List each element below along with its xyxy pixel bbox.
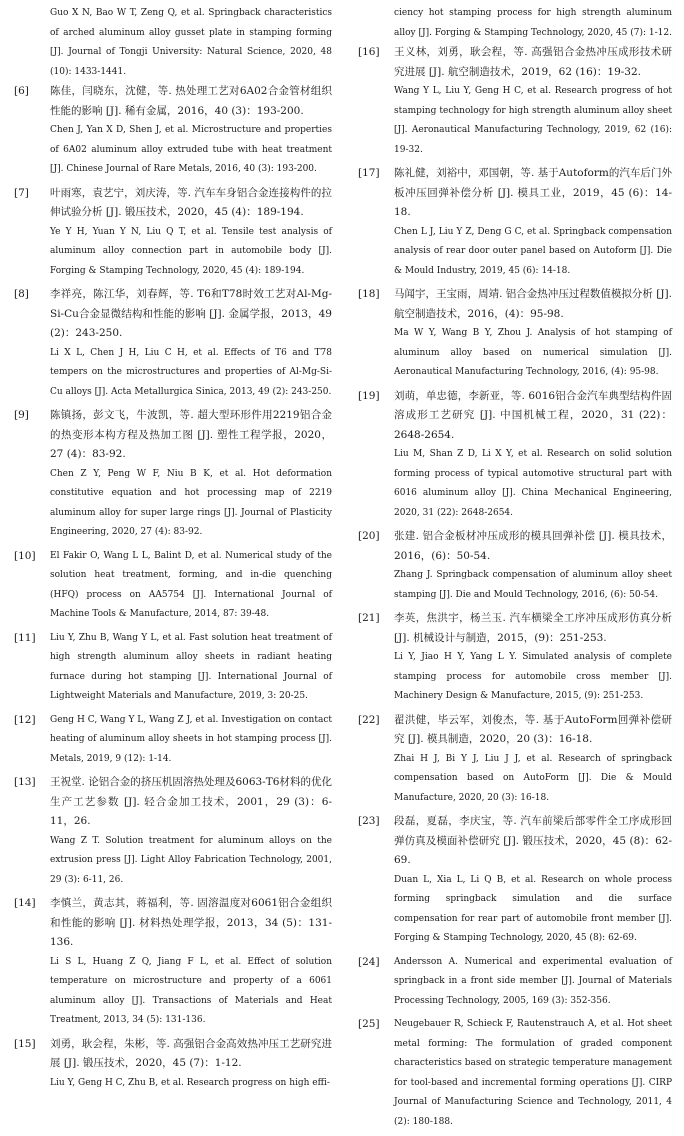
reference-number: [14] (14, 897, 36, 909)
reference-chinese-text: 段磊，夏磊，李庆宝，等. 汽车前梁后部零件全工序成形回弹仿真及模面补偿研究 [J]. 锻压技术，2020，45 (8)：62-69. (394, 815, 672, 866)
reference-item (14, 406, 332, 543)
reference-number: [24] (358, 955, 380, 968)
reference-chinese-text: 李祥亮，陈江华，刘春辉，等. T6和T78时效工艺对Al-Mg-Si-Cu合金显微结构和性能的影响 [J]. 金属学报，2013，49 (2)：243-250. (50, 288, 332, 339)
reference-english-text: Li Y, Jiao H Y, Yang L Y. Simulated analysis of complete stamping process for automobile cross member [J]. Machinery Design & Manufacture, 2015, (9): 251-253. (394, 652, 672, 701)
reference-number: [17] (358, 167, 380, 179)
reference-item (358, 387, 672, 524)
reference-english-text: Liu Y, Geng H C, Zhu B, et al. Research progress on high effi- (50, 1077, 330, 1088)
reference-chinese-text: 李慎兰，黄志其，蒋福利，等. 固溶温度对6061铝合金组织和性能的影响 [J]. 材料热处理学报，2013，34 (5)：131-136. (50, 897, 332, 948)
reference-number: [13] (14, 776, 36, 788)
reference-english-text: Ye Y H, Yuan Y N, Liu Q T, et al. Tensile test analysis of aluminum alloy connection part in automobile body [J]. Forging & Stamping Technology, 2020, 45 (4): 189-194. (50, 226, 332, 276)
reference-continuation: Guo X N, Bao W T, Zeng Q, et al. Springback characteristics of arched aluminum alloy gusset plate in stamping forming [J]. Journal of Tongji University: Natural Science, 2020, 48 (10): 1433-1441. (50, 8, 332, 77)
reference-body (394, 711, 672, 809)
reference-item (358, 1015, 672, 1132)
reference-number: [21] (358, 612, 380, 624)
reference-english-text: Zhang J. Springback compensation of aluminum alloy sheet stamping [J]. Die and Mould Technology, 2016, (6): 50-54. (394, 570, 672, 600)
reference-english-text: Andersson A. Numerical and experimental evaluation of springback in a front side member [J]. Journal of Materials Processing Technology, 2005, 169 (3): 352-356. (394, 956, 672, 1006)
reference-item (14, 894, 332, 1031)
reference-chinese-text: 陈镇扬，彭文飞，牛波凯，等. 超大型环形件用2219铝合金的热变形本构方程及热加工图 [J]. 塑性工程学报，2020，27 (4)：83-92. (50, 409, 332, 460)
reference-chinese-text: 张建. 铝合金板材冲压成形的模具回弹补偿 [J]. 模具技术，2016，(6)：50-54. (394, 530, 672, 562)
reference-item (358, 164, 672, 281)
reference-body (394, 812, 672, 949)
reference-item (14, 711, 332, 770)
reference-item (358, 953, 672, 1012)
reference-body (394, 1015, 672, 1132)
reference-continuation: ciency hot stamping process for high strength aluminum alloy [J]. Forging & Stamping Technology, 2020, 45 (7): 1-12. (394, 8, 672, 38)
reference-body (394, 285, 672, 383)
reference-english-text: Liu Y, Zhu B, Wang Y L, et al. Fast solution heat treatment of high strength aluminum alloy sheets in radiant heating furnace during hot stamping [J]. International Journal of Lightweight Materials and Manufacture, 2019, 3: 20-25. (50, 632, 332, 701)
reference-item (358, 285, 672, 383)
reference-body (394, 164, 672, 281)
reference-chinese-text: 叶雨寒，袁艺宁，刘庆涛，等. 汽车车身铝合金连接构件的拉伸试验分析 [J]. 锻压技术，2020，45 (4)：189-194. (50, 186, 332, 218)
reference-english-text: Neugebauer R, Schieck F, Rautenstrauch A, et al. Hot sheet metal forming: The formulation of graded component characteristics based on strategic temperature management for tool-based and incremental forming operations [J]. CIRP Journal of Manufacturing Science and Technology, 2011, 4 (2): 180-188. (394, 1019, 672, 1127)
reference-body (394, 609, 672, 707)
reference-english-text: Liu M, Shan Z D, Li X Y, et al. Research on solid solution forming process of typical automotive structural part with 6016 aluminum alloy [J]. China Mechanical Engineering, 2020, 31 (22): 2648-2654. (394, 449, 672, 518)
reference-english-text: Chen Z Y, Peng W F, Niu B K, et al. Hot deformation constitutive equation and hot processing map of 2219 aluminum alloy for super large rings [J]. Journal of Plasticity Engineering, 2020, 27 (4): 83-92. (50, 468, 332, 537)
reference-number: [12] (14, 713, 36, 726)
reference-english-text: Duan L, Xia L, Li Q B, et al. Research on whole process forming springback simulation and die surface compensation for rear part of automobile front member [J]. Forging & Stamping Technology, 2020, 45 (8): 62-69. (394, 874, 672, 943)
reference-body (50, 773, 332, 890)
reference-item (14, 285, 332, 402)
reference-item (358, 43, 672, 160)
reference-chinese-text: 王祝堂. 论铝合金的挤压机固溶热处理及6063-T6材料的优化生产工艺参数 [J]. 轻合金加工技术，2001，29 (3)：6-11，26. (50, 776, 332, 827)
reference-number: [19] (358, 389, 380, 402)
reference-number: [22] (358, 713, 380, 726)
reference-body (50, 629, 332, 707)
reference-number: [7] (14, 186, 29, 199)
reference-english-text: El Fakir O, Wang L L, Balint D, et al. Numerical study of the solution heat treatment, forming, and in-die quenching (HFQ) process on AA5754 [J]. International Journal of Machine Tools & Manufacture, 2014, 87: 39-48. (50, 550, 332, 619)
reference-item (358, 609, 672, 707)
reference-chinese-text: 李英，焦洪宇，杨兰玉. 汽车横梁全工序冲压成形仿真分析 [J]. 机械设计与制造，2015，(9)：251-253. (394, 612, 672, 644)
reference-body (50, 285, 332, 402)
reference-number: [6] (14, 85, 29, 97)
reference-english-text: Chen J, Yan X D, Shen J, et al. Microstructure and properties of 6A02 aluminum alloy extruded tube with heat treatment [J]. Chinese Journal of Rare Metals, 2016, 40 (3): 193-200. (50, 125, 332, 174)
reference-body (50, 711, 332, 770)
reference-number: [16] (358, 46, 380, 58)
reference-body (50, 894, 332, 1031)
reference-number: [20] (358, 530, 380, 542)
reference-number: [18] (358, 288, 380, 300)
reference-english-text: Geng H C, Wang Y L, Wang Z J, et al. Investigation on contact heating of aluminum alloy sheets in hot stamping process [J]. Metals, 2019, 9 (12): 1-14. (50, 714, 332, 764)
reference-chinese-text: 刘勇，耿会程，朱彬，等. 高强铝合金高效热冲压工艺研究进展 [J]. 锻压技术，2020，45 (7)：1-12. (50, 1037, 332, 1069)
reference-item (14, 773, 332, 890)
reference-body (50, 547, 332, 625)
reference-item (358, 711, 672, 809)
reference-english-text: Ma W Y, Wang B Y, Zhou J. Analysis of hot stamping of aluminum alloy based on numerical simulation [J]. Aeronautical Manufacturing Technology, 2016, (4): 95-98. (394, 328, 672, 377)
reference-chinese-text: 陈佳，闫晓东，沈健，等. 热处理工艺对6A02合金管材组织性能的影响 [J]. 稀有金属，2016，40 (3)：193-200. (50, 85, 332, 117)
reference-number: [15] (14, 1037, 36, 1050)
reference-chinese-text: 王义林，刘勇，耿会程，等. 高强铝合金热冲压成形技术研究进展 [J]. 航空制造技术，2019，62 (16)：19-32. (394, 46, 672, 78)
reference-chinese-text: 陈礼健，刘裕中，邓国朝，等. 基于Autoform的汽车后门外板冲压回弹补偿分析 [J]. 模具工业，2019，45 (6)：14-18. (394, 167, 672, 218)
reference-item (14, 184, 332, 282)
reference-body (50, 1035, 332, 1094)
reference-number: [8] (14, 288, 29, 300)
reference-number: [10] (14, 549, 36, 562)
reference-english-text: Li X L, Chen J H, Liu C H, et al. Effects of T6 and T78 tempers on the microstructures and properties of Al-Mg-Si-Cu alloys [J]. Acta Metallurgica Sinica, 2013, 49 (2): 243-250. (50, 347, 332, 397)
reference-chinese-text: 马闻宇，王宝雨，周靖. 铝合金热冲压过程数值模拟分析 [J]. 航空制造技术，2016，(4)：95-98. (394, 288, 672, 320)
reference-item (358, 812, 672, 949)
reference-english-text: Chen L J, Liu Y Z, Deng G C, et al. Springback compensation analysis of rear door outer panel based on Autoform [J]. Die & Mould Industry, 2019, 45 (6): 14-18. (394, 226, 672, 276)
reference-column-right (358, 4, 672, 1136)
reference-body (50, 406, 332, 543)
reference-column-left (14, 4, 332, 1097)
reference-item (14, 82, 332, 180)
reference-body (50, 82, 332, 180)
reference-body (394, 527, 672, 605)
reference-body (394, 387, 672, 524)
reference-item (14, 547, 332, 625)
reference-body (50, 184, 332, 282)
reference-english-text: Wang Y L, Liu Y, Geng H C, et al. Research progress of hot stamping technology for high strength aluminum alloy sheet [J]. Aeronautical Manufacturing Technology, 2019, 62 (16): 19-32. (394, 86, 672, 155)
reference-english-text: Wang Z T. Solution treatment for aluminum alloys on the extrusion press [J]. Light Alloy Fabrication Technology, 2001, 29 (3): 6-11, 26. (50, 835, 332, 885)
reference-chinese-text: 翟洪健，毕云军，刘俊杰，等. 基于AutoForm回弹补偿研究 [J]. 模具制造，2020，20 (3)：16-18. (394, 713, 672, 745)
reference-item (14, 1035, 332, 1094)
reference-number: [11] (14, 631, 36, 644)
reference-item (14, 629, 332, 707)
reference-number: [23] (358, 815, 380, 827)
reference-body (394, 43, 672, 160)
reference-chinese-text: 刘萌，单忠德，李新亚，等. 6016铝合金汽车典型结构件固溶成形工艺研究 [J]. 中国机械工程，2020，31 (22)：2648-2654. (394, 389, 672, 441)
reference-english-text: Zhai H J, Bi Y J, Liu J J, et al. Research of springback compensation based on AutoForm [J]. Die & Mould Manufacture, 2020, 20 (3): 16-18. (394, 753, 672, 803)
reference-item (358, 527, 672, 605)
reference-body (394, 953, 672, 1012)
reference-number: [9] (14, 409, 29, 421)
reference-number: [25] (358, 1018, 380, 1030)
reference-english-text: Li S L, Huang Z Q, Jiang F L, et al. Effect of solution temperature on microstructure and property of a 6061 aluminum alloy [J]. Transactions of Materials and Heat Treatment, 2013, 34 (5): 131-136. (50, 956, 332, 1025)
